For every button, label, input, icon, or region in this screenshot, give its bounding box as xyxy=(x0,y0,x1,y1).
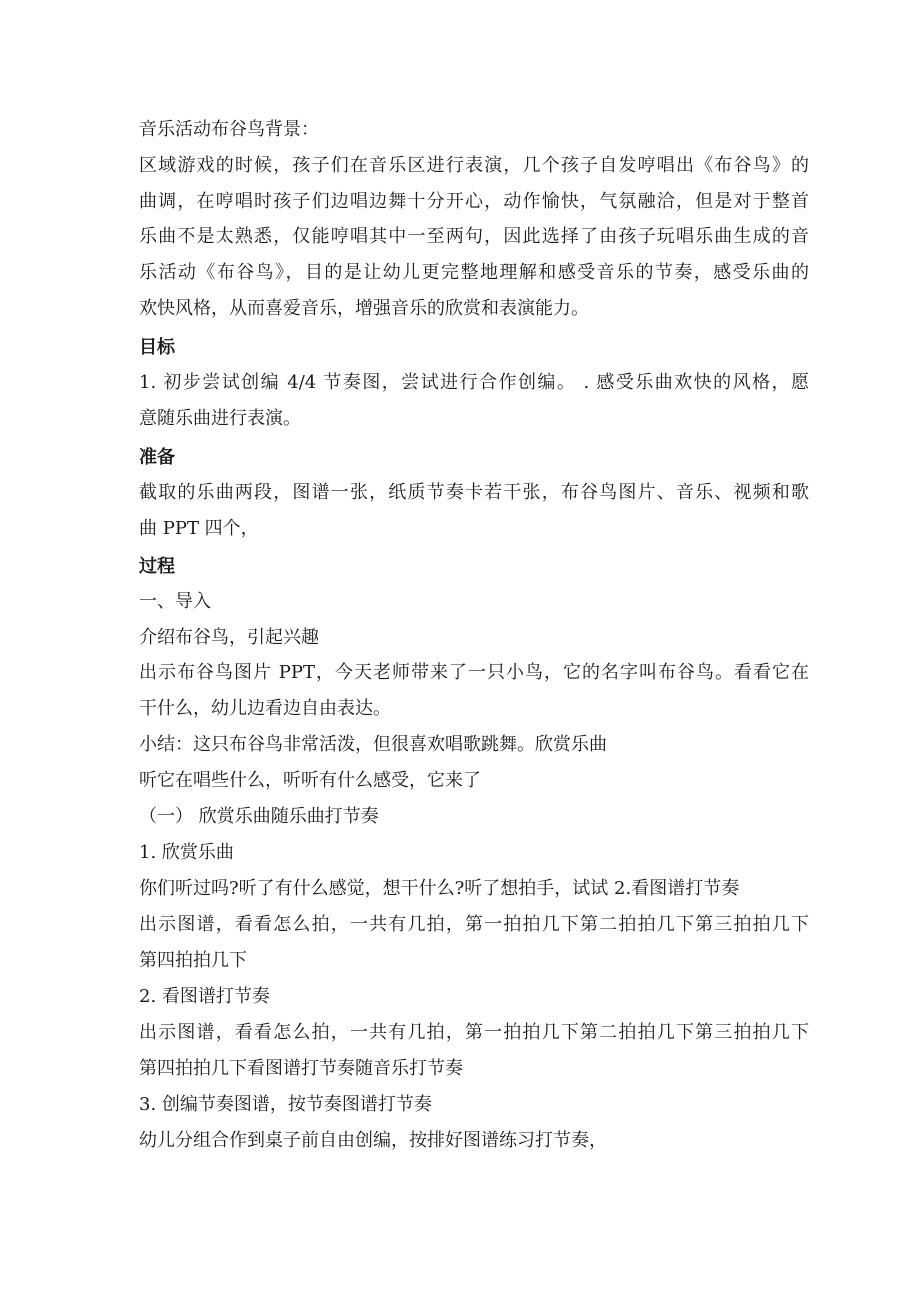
background-paragraph-line: 区域游戏的时候，孩子们在音乐区进行表演，几个孩子自发哼唱出《布谷鸟》的 xyxy=(139,155,809,176)
process-text-line: 出示图谱，看看怎么拍，一共有几拍，第一拍拍几下第二拍拍几下第三拍拍几下 xyxy=(139,1022,809,1043)
process-text-line: 你们听过吗?听了有什么感觉，想干什么?听了想拍手，试试 2.看图谱打节奏 xyxy=(139,878,740,899)
background-paragraph-line: 曲调，在哼唱时孩子们边唱边舞十分开心，动作愉快，气氛融洽，但是对于整首 xyxy=(139,191,809,212)
background-paragraph-line: 乐活动《布谷鸟》，目的是让幼儿更完整地理解和感受音乐的节奏，感受乐曲的 xyxy=(139,262,809,283)
process-text-line: 第四拍拍几下看图谱打节奏随音乐打节奏 xyxy=(139,1058,463,1079)
process-text-line: 第四拍拍几下 xyxy=(139,950,247,971)
goals-text-line: 1. 初步尝试创编 4/4 节奏图，尝试进行合作创编。 . 感受乐曲欢快的风格，愿 xyxy=(139,372,809,393)
process-text-line: 出示图谱，看看怎么拍，一共有几拍，第一拍拍几下第二拍拍几下第三拍拍几下 xyxy=(139,914,809,935)
process-text-line: 出示布谷鸟图片 PPT，今天老师带来了一只小鸟，它的名字叫布谷鸟。看看它在 xyxy=(139,662,809,683)
process-subheading: 一、导入 xyxy=(139,591,211,612)
process-subheading: （一） 欣赏乐曲随乐曲打节奏 xyxy=(139,806,379,827)
section-heading-process: 过程 xyxy=(139,556,175,577)
preparation-text-line: 截取的乐曲两段，图谱一张，纸质节奏卡若干张，布谷鸟图片、音乐、视频和歌 xyxy=(139,482,809,503)
process-step: 1. 欣赏乐曲 xyxy=(139,842,234,863)
process-text-line: 介绍布谷鸟，引起兴趣 xyxy=(139,627,319,648)
process-text-line: 幼儿分组合作到桌子前自由创编，按排好图谱练习打节奏， xyxy=(139,1130,607,1151)
goals-text-line: 意随乐曲进行表演。 xyxy=(139,408,301,429)
section-heading-preparation: 准备 xyxy=(139,447,175,468)
section-heading-goals: 目标 xyxy=(139,337,175,358)
process-step: 3. 创编节奏图谱，按节奏图谱打节奏 xyxy=(139,1094,432,1115)
process-text-line: 听它在唱些什么，听听有什么感受，它来了 xyxy=(139,770,481,791)
process-text-line: 干什么，幼儿边看边自由表达。 xyxy=(139,698,391,719)
background-paragraph-line: 欢快风格，从而喜爱音乐，增强音乐的欣赏和表演能力。 xyxy=(139,298,589,319)
preparation-text-line: 曲 PPT 四个， xyxy=(139,518,259,539)
process-text-line: 小结：这只布谷鸟非常活泼，但很喜欢唱歌跳舞。欣赏乐曲 xyxy=(139,734,607,755)
background-title: 音乐活动布谷鸟背景： xyxy=(139,119,319,140)
process-step: 2. 看图谱打节奏 xyxy=(139,986,270,1007)
background-paragraph-line: 乐曲不是太熟悉，仅能哼唱其中一至两句，因此选择了由孩子玩唱乐曲生成的音 xyxy=(139,226,809,247)
